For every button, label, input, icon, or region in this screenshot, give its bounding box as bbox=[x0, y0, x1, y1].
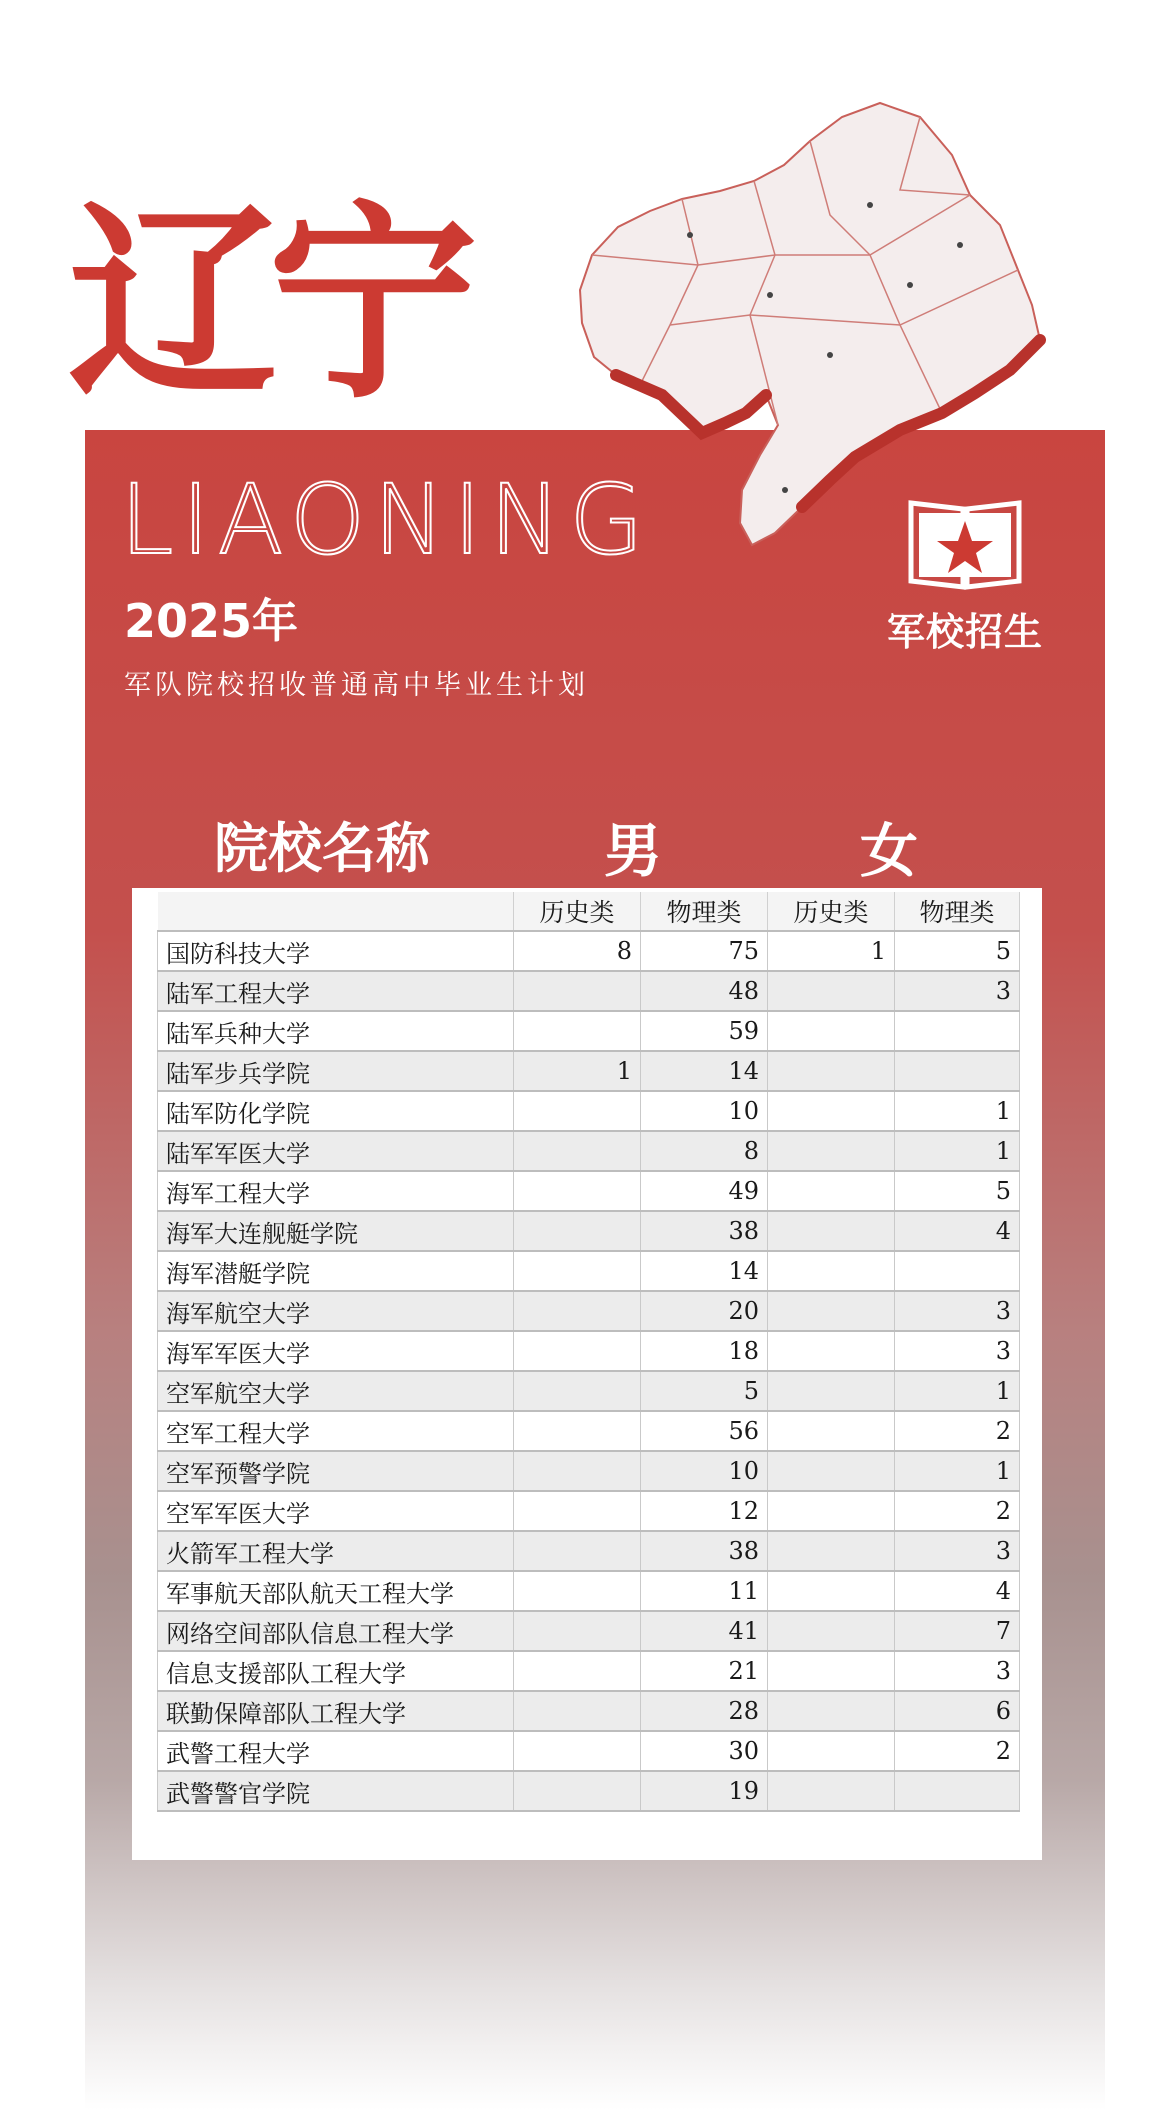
table-row bbox=[158, 1731, 1020, 1771]
male-history-cell bbox=[514, 1651, 641, 1691]
female-physics-cell: 4 bbox=[895, 1571, 1020, 1611]
subheader-female-physics: 物理类 bbox=[895, 892, 1020, 931]
female-history-cell bbox=[768, 1691, 895, 1731]
table-row bbox=[158, 1251, 1020, 1291]
male-physics-cell: 12 bbox=[641, 1491, 768, 1531]
male-history-cell bbox=[514, 1611, 641, 1651]
female-history-cell bbox=[768, 1371, 895, 1411]
female-physics-cell: 1 bbox=[895, 1131, 1020, 1171]
male-physics-cell: 18 bbox=[641, 1331, 768, 1371]
female-history-cell bbox=[768, 1651, 895, 1691]
table-row bbox=[158, 971, 1020, 1011]
female-physics-cell: 2 bbox=[895, 1411, 1020, 1451]
female-physics-cell: 1 bbox=[895, 1091, 1020, 1131]
school-name-cell: 空军预警学院 bbox=[158, 1451, 514, 1491]
school-name-cell: 陆军军医大学 bbox=[158, 1131, 514, 1171]
female-history-cell bbox=[768, 1291, 895, 1331]
year-label: 2025年 bbox=[124, 594, 299, 648]
male-physics-cell: 48 bbox=[641, 971, 768, 1011]
male-history-cell bbox=[514, 1571, 641, 1611]
emblem-label: 军校招生 bbox=[886, 610, 1043, 654]
male-physics-cell: 56 bbox=[641, 1411, 768, 1451]
column-header-name: 院校名称 bbox=[214, 817, 430, 880]
male-physics-cell: 8 bbox=[641, 1131, 768, 1171]
male-history-cell bbox=[514, 1371, 641, 1411]
female-history-cell bbox=[768, 1011, 895, 1051]
table-row bbox=[158, 1411, 1020, 1451]
male-history-cell bbox=[514, 1091, 641, 1131]
female-physics-cell: 3 bbox=[895, 1291, 1020, 1331]
table-row bbox=[158, 1131, 1020, 1171]
school-name-cell: 陆军工程大学 bbox=[158, 971, 514, 1011]
table-row bbox=[158, 1171, 1020, 1211]
female-history-cell: 1 bbox=[768, 931, 895, 971]
female-history-cell bbox=[768, 1611, 895, 1651]
school-name-cell: 陆军兵种大学 bbox=[158, 1011, 514, 1051]
subtitle: 军队院校招收普通高中毕业生计划 bbox=[124, 670, 589, 701]
subheader-female-history: 历史类 bbox=[768, 892, 895, 931]
male-physics-cell: 41 bbox=[641, 1611, 768, 1651]
table-row bbox=[158, 1571, 1020, 1611]
female-physics-cell: 1 bbox=[895, 1371, 1020, 1411]
table-row bbox=[158, 1611, 1020, 1651]
school-name-cell: 国防科技大学 bbox=[158, 931, 514, 971]
female-history-cell bbox=[768, 1131, 895, 1171]
female-physics-cell: 3 bbox=[895, 1331, 1020, 1371]
male-history-cell bbox=[514, 1531, 641, 1571]
male-physics-cell: 10 bbox=[641, 1451, 768, 1491]
female-physics-cell: 5 bbox=[895, 931, 1020, 971]
male-physics-cell: 49 bbox=[641, 1171, 768, 1211]
female-physics-cell: 3 bbox=[895, 971, 1020, 1011]
female-history-cell bbox=[768, 1491, 895, 1531]
table-row bbox=[158, 1691, 1020, 1731]
male-history-cell bbox=[514, 1731, 641, 1771]
emblem bbox=[880, 495, 1050, 656]
school-name-cell: 火箭军工程大学 bbox=[158, 1531, 514, 1571]
table-row bbox=[158, 1211, 1020, 1251]
male-physics-cell: 30 bbox=[641, 1731, 768, 1771]
table-row bbox=[158, 1331, 1020, 1371]
male-history-cell bbox=[514, 1411, 641, 1451]
female-history-cell bbox=[768, 1251, 895, 1291]
female-history-cell bbox=[768, 1091, 895, 1131]
female-physics-cell: 1 bbox=[895, 1451, 1020, 1491]
subheader-male-physics: 物理类 bbox=[641, 892, 768, 931]
school-name-cell: 海军大连舰艇学院 bbox=[158, 1211, 514, 1251]
table-row bbox=[158, 1091, 1020, 1131]
male-physics-cell: 75 bbox=[641, 931, 768, 971]
male-history-cell bbox=[514, 1011, 641, 1051]
male-physics-cell: 38 bbox=[641, 1531, 768, 1571]
female-history-cell bbox=[768, 1051, 895, 1091]
female-physics-cell: 6 bbox=[895, 1691, 1020, 1731]
female-physics-cell: 3 bbox=[895, 1531, 1020, 1571]
male-history-cell bbox=[514, 1131, 641, 1171]
male-history-cell bbox=[514, 1771, 641, 1811]
female-history-cell bbox=[768, 971, 895, 1011]
female-history-cell bbox=[768, 1771, 895, 1811]
table-subheader-row bbox=[158, 892, 1020, 931]
male-history-cell bbox=[514, 1451, 641, 1491]
female-physics-cell bbox=[895, 1051, 1020, 1091]
school-name-cell: 海军工程大学 bbox=[158, 1171, 514, 1211]
subheader-male-history: 历史类 bbox=[514, 892, 641, 931]
male-physics-cell: 10 bbox=[641, 1091, 768, 1131]
female-physics-cell: 7 bbox=[895, 1611, 1020, 1651]
female-history-cell bbox=[768, 1331, 895, 1371]
female-physics-cell: 4 bbox=[895, 1211, 1020, 1251]
school-name-cell: 武警警官学院 bbox=[158, 1771, 514, 1811]
quota-table bbox=[157, 892, 1020, 1812]
female-physics-cell bbox=[895, 1011, 1020, 1051]
table-body bbox=[158, 931, 1020, 1811]
male-physics-cell: 19 bbox=[641, 1771, 768, 1811]
table-row bbox=[158, 1771, 1020, 1811]
column-header-female: 女 bbox=[860, 817, 919, 885]
male-physics-cell: 14 bbox=[641, 1251, 768, 1291]
subheader-blank bbox=[158, 892, 514, 931]
table-row bbox=[158, 1011, 1020, 1051]
school-name-cell: 联勤保障部队工程大学 bbox=[158, 1691, 514, 1731]
title-cn: 辽宁 bbox=[68, 182, 469, 427]
quota-table-panel bbox=[132, 888, 1042, 1860]
female-history-cell bbox=[768, 1411, 895, 1451]
title-en: LIAONING bbox=[120, 464, 652, 576]
column-header-male: 男 bbox=[604, 817, 663, 885]
male-physics-cell: 59 bbox=[641, 1011, 768, 1051]
male-physics-cell: 14 bbox=[641, 1051, 768, 1091]
female-history-cell bbox=[768, 1451, 895, 1491]
male-history-cell bbox=[514, 1491, 641, 1531]
male-history-cell bbox=[514, 971, 641, 1011]
table-row bbox=[158, 1651, 1020, 1691]
male-physics-cell: 28 bbox=[641, 1691, 768, 1731]
table-row bbox=[158, 1531, 1020, 1571]
school-name-cell: 陆军防化学院 bbox=[158, 1091, 514, 1131]
female-physics-cell: 2 bbox=[895, 1731, 1020, 1771]
school-name-cell: 海军军医大学 bbox=[158, 1331, 514, 1371]
table-row bbox=[158, 1291, 1020, 1331]
school-name-cell: 空军航空大学 bbox=[158, 1371, 514, 1411]
female-history-cell bbox=[768, 1571, 895, 1611]
school-name-cell: 空军军医大学 bbox=[158, 1491, 514, 1531]
table-row bbox=[158, 1491, 1020, 1531]
male-physics-cell: 5 bbox=[641, 1371, 768, 1411]
male-physics-cell: 21 bbox=[641, 1651, 768, 1691]
table-row bbox=[158, 1051, 1020, 1091]
table-row bbox=[158, 931, 1020, 971]
female-history-cell bbox=[768, 1171, 895, 1211]
female-physics-cell bbox=[895, 1771, 1020, 1811]
star-book-icon bbox=[905, 495, 1025, 595]
table-row bbox=[158, 1371, 1020, 1411]
male-physics-cell: 11 bbox=[641, 1571, 768, 1611]
male-physics-cell: 20 bbox=[641, 1291, 768, 1331]
school-name-cell: 信息支援部队工程大学 bbox=[158, 1651, 514, 1691]
male-history-cell bbox=[514, 1251, 641, 1291]
male-physics-cell: 38 bbox=[641, 1211, 768, 1251]
school-name-cell: 军事航天部队航天工程大学 bbox=[158, 1571, 514, 1611]
female-history-cell bbox=[768, 1211, 895, 1251]
school-name-cell: 海军潜艇学院 bbox=[158, 1251, 514, 1291]
male-history-cell bbox=[514, 1291, 641, 1331]
female-history-cell bbox=[768, 1531, 895, 1571]
male-history-cell: 1 bbox=[514, 1051, 641, 1091]
male-history-cell: 8 bbox=[514, 931, 641, 971]
female-physics-cell: 2 bbox=[895, 1491, 1020, 1531]
school-name-cell: 海军航空大学 bbox=[158, 1291, 514, 1331]
male-history-cell bbox=[514, 1171, 641, 1211]
school-name-cell: 网络空间部队信息工程大学 bbox=[158, 1611, 514, 1651]
female-physics-cell: 5 bbox=[895, 1171, 1020, 1211]
male-history-cell bbox=[514, 1331, 641, 1371]
school-name-cell: 空军工程大学 bbox=[158, 1411, 514, 1451]
school-name-cell: 武警工程大学 bbox=[158, 1731, 514, 1771]
female-physics-cell: 3 bbox=[895, 1651, 1020, 1691]
school-name-cell: 陆军步兵学院 bbox=[158, 1051, 514, 1091]
male-history-cell bbox=[514, 1211, 641, 1251]
female-physics-cell bbox=[895, 1251, 1020, 1291]
female-history-cell bbox=[768, 1731, 895, 1771]
table-row bbox=[158, 1451, 1020, 1491]
male-history-cell bbox=[514, 1691, 641, 1731]
